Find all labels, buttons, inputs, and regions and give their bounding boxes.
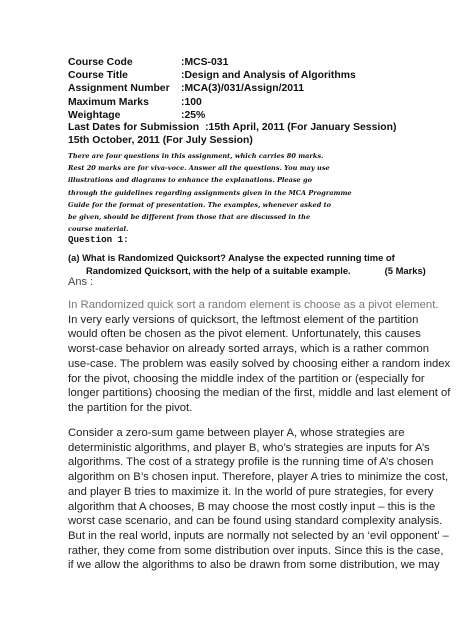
question-marks: (5 Marks) (384, 264, 426, 276)
meta-row-course-code (68, 56, 356, 69)
question-heading: Question 1: (68, 234, 129, 245)
deadline-label: Last Dates for Submission (68, 122, 200, 133)
meta-row-assignment-number (68, 82, 356, 95)
paragraph-line: the partition for the pivot. (68, 401, 193, 414)
meta-row-maximum-marks (68, 96, 356, 109)
question-line: (a) What is Randomized Quicksort? Analyse the expected running time of (68, 252, 395, 263)
meta-row-course-title (68, 69, 356, 82)
paragraph-line: worst-case behavior on already sorted arrays, which is a rather common (68, 343, 430, 356)
meta-label: Course Title (68, 70, 128, 82)
question-text (68, 252, 426, 278)
paragraph-line: longer partitions) choosing the median of the first, middle and last element of (68, 387, 451, 400)
paragraph-line: algorithm that A chooses, B may choose the most costly input – this is the (68, 500, 436, 513)
paragraph-line: In Randomized quick sort a random element is choose as a pivot element. (68, 299, 439, 311)
paragraph-line: algorithm on B’s chosen input. Therefore, player A tries to minimize the cost, (68, 471, 449, 484)
instruction-line: through the guidelines regarding assignments given in the MCA Programme (68, 188, 352, 197)
paragraph-line: In very early versions of quicksort, the leftmost element of the partition (68, 313, 419, 326)
answer-label: Ans : (68, 276, 94, 288)
paragraph-line: for the pivot, choosing the middle index of the partition or (especially for (68, 372, 425, 385)
assignment-meta (68, 56, 356, 122)
paragraph-line: But in the real world, inputs are normally not selected by an ‘evil opponent’ – (68, 529, 449, 542)
paragraph-line: algorithms. The cost of a strategy profile is the running time of A’s chosen (68, 456, 434, 469)
paragraph-line: use-case. The problem was easily solved by choosing either a random index (68, 357, 451, 370)
meta-value: :Design and Analysis of Algorithms (181, 70, 356, 82)
paragraph-line: rather, they come from some distribution over inputs. Since this is the case, (68, 544, 444, 557)
meta-value: :25% (181, 109, 206, 121)
instruction-line: course material. (68, 225, 129, 234)
paragraph-line: worst case scenario, and can be found using standard complexity analysis. (68, 515, 443, 528)
meta-label: Course Code (68, 57, 133, 68)
meta-label: Assignment Number (68, 83, 170, 95)
paragraph-line: would often be chosen as the pivot element. Unfortunately, this causes (68, 328, 421, 341)
meta-value: :100 (181, 96, 202, 108)
paragraph-line: Consider a zero-sum game between player A, whose strategies are (68, 427, 405, 439)
instructions-block (68, 150, 418, 235)
paragraph-line: if we allow the algorithms to also be drawn from some distribution, we may (68, 559, 440, 572)
meta-label: Weightage (68, 109, 121, 121)
answer-paragraph-1 (68, 298, 451, 416)
instruction-line: be given, should be different from those that are discussed in the (68, 213, 311, 222)
paragraph-line: and player B tries to maximize it. In the world of pure strategies, for every (68, 485, 434, 498)
meta-value: :MCA(3)/031/Assign/2011 (181, 83, 305, 95)
question-line: Randomized Quicksort, with the help of a suitable example. (86, 264, 351, 276)
paragraph-line: deterministic algorithms, and player B, who’s strategies are inputs for A’s (68, 441, 430, 454)
instruction-line: illustrations and diagrams to enhance the explanations. Please go (68, 176, 313, 185)
instruction-line: Guide for the format of presentation. The examples, whenever asked to (68, 200, 332, 209)
answer-paragraph-2 (68, 426, 449, 573)
instruction-line: There are four questions in this assignment, which carries 80 marks. (68, 152, 324, 160)
meta-label: Maximum Marks (68, 96, 149, 108)
submission-deadline (68, 121, 396, 148)
instruction-line: Rest 20 marks are for viva-voce. Answer all the questions. You may use (68, 164, 330, 173)
meta-value: :MCS-031 (181, 57, 229, 68)
deadline-january: :15th April, 2011 (For January Session) (205, 122, 397, 133)
deadline-july: 15th October, 2011 (For July Session) (68, 135, 253, 147)
